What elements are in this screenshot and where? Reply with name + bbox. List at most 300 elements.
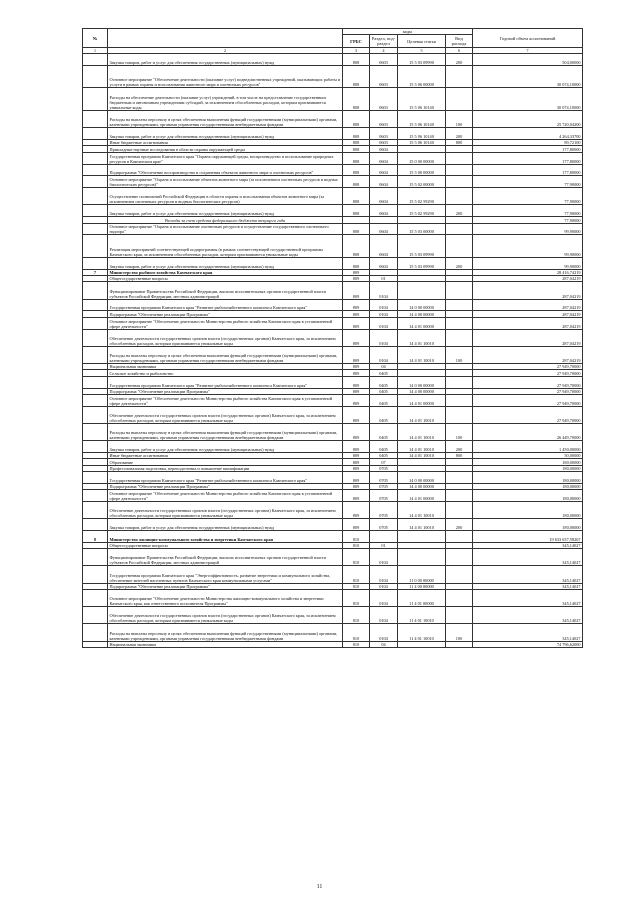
table-row bbox=[83, 188, 583, 205]
row-name: Закупка товаров, работ и услуг для обеспечения государственных (муниципальных) нужд bbox=[108, 441, 343, 453]
row-name: Закупка товаров, работ и услуг для обеспечения государственных (муниципальных) нужд bbox=[108, 205, 343, 217]
row-vid: 800 bbox=[446, 139, 473, 145]
row-razdel: 0405 bbox=[370, 452, 398, 458]
row-grbs: 810 bbox=[343, 542, 370, 548]
row-name: Функционирование Правительства Российской Федерации, высших исполнительных органов государственной власти субъектов Российской Федерации, местных администраций bbox=[108, 549, 343, 566]
row-celevaya: 15 5 06 10140 bbox=[398, 110, 446, 127]
row-razdel: 0104 bbox=[370, 624, 398, 641]
row-celevaya: 15 5 02 00000 bbox=[398, 176, 446, 188]
table-row bbox=[83, 65, 583, 88]
table-row bbox=[83, 502, 583, 519]
row-number bbox=[83, 607, 108, 624]
row-razdel: 0604 bbox=[370, 176, 398, 188]
row-celevaya: 15 5 06 00000 bbox=[398, 65, 446, 88]
row-grbs: 808 bbox=[343, 176, 370, 188]
row-sum: 177,80000 bbox=[473, 164, 583, 176]
table-row bbox=[83, 257, 583, 269]
row-razdel: 0104 bbox=[370, 583, 398, 589]
row-vid bbox=[446, 472, 473, 484]
row-name: Обеспечение деятельности государственных органов власти (государственных органов) Камчатского края, за исключением обособленных расходов, которым присваиваются уникальные коды bbox=[108, 502, 343, 519]
row-celevaya: 11 0 00 00000 bbox=[398, 566, 446, 583]
row-vid bbox=[446, 406, 473, 423]
row-grbs: 808 bbox=[343, 235, 370, 258]
row-sum: 180,00000 bbox=[473, 465, 583, 471]
row-razdel: 0405 bbox=[370, 441, 398, 453]
row-celevaya: 14 4 01 10010 bbox=[398, 519, 446, 531]
table-row bbox=[83, 490, 583, 502]
table-header-row bbox=[83, 29, 583, 35]
col-number: 3 bbox=[343, 48, 370, 54]
row-grbs: 809 bbox=[343, 502, 370, 519]
row-name: Сельское хозяйство и рыболовство bbox=[108, 370, 343, 376]
row-number bbox=[83, 54, 108, 66]
row-name: Закупка товаров, работ и услуг для обеспечения государственных (муниципальных) нужд bbox=[108, 128, 343, 140]
row-razdel: 0405 bbox=[370, 388, 398, 394]
table-row bbox=[83, 472, 583, 484]
row-vid bbox=[446, 531, 473, 543]
row-celevaya: 14 4 01 10010 bbox=[398, 423, 446, 440]
row-number bbox=[83, 376, 108, 388]
table-row bbox=[83, 641, 583, 647]
row-celevaya: 15 5 02 59290 bbox=[398, 205, 446, 217]
table-row bbox=[83, 152, 583, 164]
row-celevaya: 14 0 00 00000 bbox=[398, 376, 446, 388]
row-number bbox=[83, 128, 108, 140]
header-no: № bbox=[83, 29, 108, 48]
row-razdel: 0603 bbox=[370, 110, 398, 127]
row-sum: 77,90000 bbox=[473, 176, 583, 188]
row-sum: 287,04219 bbox=[473, 299, 583, 311]
row-number bbox=[83, 502, 108, 519]
row-grbs: 809 bbox=[343, 465, 370, 471]
table-row bbox=[83, 531, 583, 543]
row-name: Национальная экономика bbox=[108, 364, 343, 370]
row-vid bbox=[446, 641, 473, 647]
col-number: 7 bbox=[473, 48, 583, 54]
row-celevaya: 15 5 03 00000 bbox=[398, 223, 446, 235]
row-celevaya: 14 4 00 00000 bbox=[398, 388, 446, 394]
row-sum: 345,14027 bbox=[473, 624, 583, 641]
row-celevaya: 11 4 01 10010 bbox=[398, 607, 446, 624]
row-number: 8 bbox=[83, 531, 108, 543]
row-celevaya: 14 4 01 10010 bbox=[398, 502, 446, 519]
table-row bbox=[83, 590, 583, 607]
row-vid bbox=[446, 235, 473, 258]
row-vid bbox=[446, 502, 473, 519]
row-razdel: 0104 bbox=[370, 299, 398, 311]
row-sum: 177,80000 bbox=[473, 152, 583, 164]
row-vid bbox=[446, 395, 473, 407]
row-grbs: 809 bbox=[343, 311, 370, 317]
row-celevaya: 14 0 00 00000 bbox=[398, 472, 446, 484]
row-celevaya: 14 4 01 00000 bbox=[398, 395, 446, 407]
row-razdel: 0705 bbox=[370, 519, 398, 531]
row-vid bbox=[446, 65, 473, 88]
row-vid: 200 bbox=[446, 205, 473, 217]
row-number bbox=[83, 205, 108, 217]
row-sum: 99,90000 bbox=[473, 223, 583, 235]
row-celevaya bbox=[398, 282, 446, 299]
row-razdel: 0104 bbox=[370, 317, 398, 329]
row-number bbox=[83, 490, 108, 502]
row-vid bbox=[446, 607, 473, 624]
row-sum: 77,90000 bbox=[473, 205, 583, 217]
row-name: Министерство рыбного хозяйства Камчатского края bbox=[108, 269, 343, 275]
row-number bbox=[83, 519, 108, 531]
row-grbs: 808 bbox=[343, 223, 370, 235]
row-name: Осуществление полномочий Российской Федерации в области охраны и использования объектов животного мира (за исключением охотничьих ресурсов и водных биологических ресурсов) bbox=[108, 188, 343, 205]
table-row bbox=[83, 164, 583, 176]
row-name: Национальная экономика bbox=[108, 641, 343, 647]
row-razdel: 0104 bbox=[370, 346, 398, 363]
row-name: Государственная программа Камчатского края "Охрана окружающей среды, воспроизводство и использование природных ресурсов в Камчатском крае" bbox=[108, 152, 343, 164]
row-vid: 100 bbox=[446, 346, 473, 363]
row-number bbox=[83, 346, 108, 363]
row-name: Основное мероприятие "Охрана и использование объектов животного мира (за исключением охотничьих ресурсов и водных биологических ресурсов)" bbox=[108, 176, 343, 188]
table-row bbox=[83, 607, 583, 624]
row-sum: 99,90000 bbox=[473, 257, 583, 269]
row-grbs: 809 bbox=[343, 452, 370, 458]
row-vid bbox=[446, 566, 473, 583]
row-vid bbox=[446, 376, 473, 388]
row-sum: 30 074,10000 bbox=[473, 88, 583, 111]
row-celevaya: 14 4 00 00000 bbox=[398, 311, 446, 317]
row-number bbox=[83, 641, 108, 647]
table-row bbox=[83, 128, 583, 140]
table-row bbox=[83, 441, 583, 453]
table-row bbox=[83, 406, 583, 423]
col-number: 5 bbox=[398, 48, 446, 54]
row-grbs: 808 bbox=[343, 88, 370, 111]
row-razdel: 01 bbox=[370, 542, 398, 548]
col-number: 6 bbox=[446, 48, 473, 54]
row-razdel: 0604 bbox=[370, 257, 398, 269]
table-row bbox=[83, 235, 583, 258]
row-grbs: 809 bbox=[343, 459, 370, 465]
header-razdel: Раздел, под-раздел bbox=[370, 35, 398, 48]
row-grbs: 810 bbox=[343, 583, 370, 589]
row-vid: 100 bbox=[446, 423, 473, 440]
row-razdel: 0603 bbox=[370, 65, 398, 88]
row-name: Подпрограмма "Обеспечение воспроизводства и сохранения объектов животного мира и охотничьих ресурсов" bbox=[108, 164, 343, 176]
row-razdel: 0104 bbox=[370, 311, 398, 317]
row-name: Закупка товаров, работ и услуг для обеспечения государственных (муниципальных) нужд bbox=[108, 257, 343, 269]
row-number bbox=[83, 441, 108, 453]
row-razdel: 0604 bbox=[370, 164, 398, 176]
table-row bbox=[83, 176, 583, 188]
row-grbs: 809 bbox=[343, 472, 370, 484]
row-number bbox=[83, 110, 108, 127]
row-number bbox=[83, 566, 108, 583]
row-sum: 504,00000 bbox=[473, 54, 583, 66]
row-razdel: 0604 bbox=[370, 205, 398, 217]
row-vid: 100 bbox=[446, 624, 473, 641]
row-name: Государственная программа Камчатского края "Развитие рыбохозяйственного комплекса Камчатского края" bbox=[108, 472, 343, 484]
row-celevaya: 14 4 01 00000 bbox=[398, 490, 446, 502]
row-celevaya bbox=[398, 549, 446, 566]
row-name: Расходы за счет средств федерального бюджета текущего года bbox=[108, 217, 343, 223]
row-grbs: 808 bbox=[343, 152, 370, 164]
row-sum: 287,04219 bbox=[473, 346, 583, 363]
row-grbs: 809 bbox=[343, 364, 370, 370]
row-name: Подпрограмма "Обеспечение реализации Программы" bbox=[108, 388, 343, 394]
row-celevaya: 15 5 06 10140 bbox=[398, 88, 446, 111]
row-celevaya: 14 4 01 10010 bbox=[398, 406, 446, 423]
row-name: Министерство жилищно-коммунального хозяйства и энергетики Камчатского края bbox=[108, 531, 343, 543]
row-name: Основное мероприятие "Обеспечение деятельности Министерства рыбного хозяйства Камчатского края в установленной сфере деятельности" bbox=[108, 317, 343, 329]
table-row bbox=[83, 317, 583, 329]
row-number bbox=[83, 423, 108, 440]
row-razdel: 0604 bbox=[370, 235, 398, 258]
row-number bbox=[83, 188, 108, 205]
header-celevaya: Целевая статья bbox=[398, 35, 446, 48]
row-vid bbox=[446, 176, 473, 188]
row-grbs: 809 bbox=[343, 441, 370, 453]
row-celevaya: 15 5 06 10140 bbox=[398, 128, 446, 140]
row-grbs: 809 bbox=[343, 317, 370, 329]
row-grbs: 810 bbox=[343, 531, 370, 543]
row-vid: 200 bbox=[446, 257, 473, 269]
table-row bbox=[83, 519, 583, 531]
col-number: 1 bbox=[83, 48, 108, 54]
row-grbs: 809 bbox=[343, 483, 370, 489]
row-name: Образование bbox=[108, 459, 343, 465]
row-grbs: 808 bbox=[343, 110, 370, 127]
row-name: Основное мероприятие "Охрана и использование охотничьих ресурсов и осуществление государственного охотничьего надзора" bbox=[108, 223, 343, 235]
row-name: Государственная программа Камчатского края "Развитие рыбохозяйственного комплекса Камчатского края" bbox=[108, 376, 343, 388]
row-number bbox=[83, 88, 108, 111]
row-celevaya: 14 4 01 10010 bbox=[398, 452, 446, 458]
row-name: Расходы на выплаты персоналу в целях обеспечения выполнения функций государственными (муниципальными) органами, казенными учреждениями, органами управления государственными внебюджетными фондами bbox=[108, 624, 343, 641]
row-razdel: 0603 bbox=[370, 139, 398, 145]
row-razdel: 0405 bbox=[370, 423, 398, 440]
row-sum: 287,04219 bbox=[473, 282, 583, 299]
row-number bbox=[83, 590, 108, 607]
row-name: Общегосударственные вопросы bbox=[108, 276, 343, 282]
budget-page bbox=[82, 28, 582, 648]
row-number bbox=[83, 223, 108, 235]
page-number: 11 bbox=[316, 884, 323, 890]
row-sum: 77,90000 bbox=[473, 217, 583, 223]
row-sum: 99,90000 bbox=[473, 235, 583, 258]
row-number bbox=[83, 282, 108, 299]
header-vid: Вид расхода bbox=[446, 35, 473, 48]
row-sum: 27 949,70000 bbox=[473, 406, 583, 423]
row-sum: 27 949,70000 bbox=[473, 388, 583, 394]
row-celevaya: 15 5 06 10140 bbox=[398, 139, 446, 145]
header-annual: Годовой объем ассигнований bbox=[473, 29, 583, 48]
row-razdel: 0603 bbox=[370, 128, 398, 140]
row-sum: 180,00000 bbox=[473, 519, 583, 531]
row-grbs: 808 bbox=[343, 164, 370, 176]
row-vid: 200 bbox=[446, 519, 473, 531]
row-name: Основное мероприятие "Обеспечение деятельности Министерства рыбного хозяйства Камчатского края в установленной сфере деятельности" bbox=[108, 490, 343, 502]
row-sum: 27 949,70000 bbox=[473, 364, 583, 370]
row-number bbox=[83, 299, 108, 311]
table-row bbox=[83, 624, 583, 641]
row-razdel: 0604 bbox=[370, 152, 398, 164]
row-celevaya: 14 4 00 00000 bbox=[398, 483, 446, 489]
header-codes: коды bbox=[343, 29, 473, 35]
row-sum: 287,04219 bbox=[473, 329, 583, 346]
row-name: Иные бюджетные ассигнования bbox=[108, 452, 343, 458]
budget-table bbox=[82, 28, 583, 648]
row-razdel: 0705 bbox=[370, 483, 398, 489]
row-name: Государственная программа Камчатского края "Энергоэффективность, развитие энергетики и коммунального хозяйства, обеспечение жителей населенных пунктов Камчатского края коммунальными услугами" bbox=[108, 566, 343, 583]
row-number bbox=[83, 406, 108, 423]
row-razdel: 0405 bbox=[370, 376, 398, 388]
row-number bbox=[83, 395, 108, 407]
row-name: Расходы на выплаты персоналу в целях обеспечения выполнения функций государственными (муниципальными) органами, казенными учреждениями, органами управления государственными внебюджетными фондами bbox=[108, 110, 343, 127]
row-name: Реализация мероприятий соответствующей подпрограммы (в рамках соответствующей государственной программы Камчатского края, за исключением обособленных расходов, которым присваиваются уникальные коды bbox=[108, 235, 343, 258]
table-row bbox=[83, 223, 583, 235]
row-grbs: 810 bbox=[343, 549, 370, 566]
row-razdel: 0604 bbox=[370, 146, 398, 152]
row-grbs: 808 bbox=[343, 188, 370, 205]
row-number bbox=[83, 317, 108, 329]
table-row bbox=[83, 205, 583, 217]
row-name: Расходы на выплаты персоналу в целях обеспечения выполнения функций государственными (муниципальными) органами, казенными учреждениями, органами управления государственными внебюджетными фондами bbox=[108, 346, 343, 363]
row-vid: 100 bbox=[446, 110, 473, 127]
row-number bbox=[83, 152, 108, 164]
row-celevaya: 14 4 01 10010 bbox=[398, 346, 446, 363]
row-vid bbox=[446, 329, 473, 346]
row-sum: 28 416,74219 bbox=[473, 269, 583, 275]
row-name: Расходы на выплаты персоналу в целях обеспечения выполнения функций государственными (муниципальными) органами, казенными учреждениями, органами управления государственными внебюджетными фондами bbox=[108, 423, 343, 440]
row-razdel: 0405 bbox=[370, 395, 398, 407]
row-razdel: 0104 bbox=[370, 329, 398, 346]
row-sum: 26 449,70000 bbox=[473, 423, 583, 440]
row-grbs: 809 bbox=[343, 519, 370, 531]
row-vid: 200 bbox=[446, 441, 473, 453]
row-name: Закупка товаров, работ и услуг для обеспечения государственных (муниципальных) нужд bbox=[108, 519, 343, 531]
row-sum: 77,90000 bbox=[473, 188, 583, 205]
row-sum: 4 264,33700 bbox=[473, 128, 583, 140]
table-row bbox=[83, 329, 583, 346]
row-vid bbox=[446, 317, 473, 329]
row-sum: 19 633 637,58267 bbox=[473, 531, 583, 543]
row-razdel: 0104 bbox=[370, 607, 398, 624]
row-sum: 287,04219 bbox=[473, 276, 583, 282]
row-sum: 180,00000 bbox=[473, 502, 583, 519]
row-celevaya bbox=[398, 531, 446, 543]
row-sum: 177,80000 bbox=[473, 146, 583, 152]
row-razdel: 0405 bbox=[370, 406, 398, 423]
row-grbs: 809 bbox=[343, 329, 370, 346]
row-vid bbox=[446, 88, 473, 111]
row-grbs: 810 bbox=[343, 641, 370, 647]
row-sum: 30 074,10000 bbox=[473, 65, 583, 88]
row-sum: 1 450,00000 bbox=[473, 441, 583, 453]
row-grbs: 809 bbox=[343, 395, 370, 407]
row-name: Иные бюджетные ассигнования bbox=[108, 139, 343, 145]
row-celevaya: 11 4 01 10010 bbox=[398, 624, 446, 641]
table-row bbox=[83, 54, 583, 66]
row-celevaya: 14 4 01 10010 bbox=[398, 441, 446, 453]
row-grbs: 808 bbox=[343, 146, 370, 152]
row-name: Подпрограмма "Обеспечение реализации Программы" bbox=[108, 583, 343, 589]
table-row bbox=[83, 395, 583, 407]
row-razdel: 0705 bbox=[370, 502, 398, 519]
col-number: 4 bbox=[370, 48, 398, 54]
row-grbs: 810 bbox=[343, 566, 370, 583]
table-row bbox=[83, 299, 583, 311]
row-grbs: 808 bbox=[343, 205, 370, 217]
header-name bbox=[108, 29, 343, 48]
row-sum: 180,00000 bbox=[473, 483, 583, 489]
row-number bbox=[83, 235, 108, 258]
row-grbs: 809 bbox=[343, 282, 370, 299]
row-number bbox=[83, 472, 108, 484]
row-razdel: 0603 bbox=[370, 88, 398, 111]
row-number bbox=[83, 329, 108, 346]
row-sum: 180,00000 bbox=[473, 490, 583, 502]
row-sum: 74 796,62000 bbox=[473, 641, 583, 647]
row-sum: 27 949,70000 bbox=[473, 370, 583, 376]
row-sum: 287,04219 bbox=[473, 311, 583, 317]
row-vid bbox=[446, 188, 473, 205]
row-grbs: 810 bbox=[343, 624, 370, 641]
row-number bbox=[83, 549, 108, 566]
header-grbs: ГРБС bbox=[343, 35, 370, 48]
row-vid bbox=[446, 164, 473, 176]
row-number bbox=[83, 257, 108, 269]
table-row bbox=[83, 88, 583, 111]
row-celevaya: 15 5 00 00000 bbox=[398, 164, 446, 176]
row-name: Профессиональная подготовка, переподготовка и повышение квалификации bbox=[108, 465, 343, 471]
row-celevaya: 15 5 03 09990 bbox=[398, 54, 446, 66]
row-celevaya: 11 4 01 00000 bbox=[398, 590, 446, 607]
row-grbs: 809 bbox=[343, 370, 370, 376]
row-name: Прикладные научные исследования в области охраны окружающей среды bbox=[108, 146, 343, 152]
row-razdel: 0104 bbox=[370, 549, 398, 566]
row-sum: 180,00000 bbox=[473, 472, 583, 484]
row-name: Основное мероприятие "Обеспечение деятельности (оказание услуг) подведомственных учреждений, оказывающих работы и услуги в рамках охраны и использования животного мира и охотничьих ресурсов" bbox=[108, 65, 343, 88]
row-name: Подпрограмма "Обеспечение реализации Программы" bbox=[108, 483, 343, 489]
row-razdel: 04 bbox=[370, 364, 398, 370]
row-sum: 89,72100 bbox=[473, 139, 583, 145]
row-razdel: 01 bbox=[370, 276, 398, 282]
row-grbs: 808 bbox=[343, 257, 370, 269]
row-sum: 50,00000 bbox=[473, 452, 583, 458]
row-vid: 200 bbox=[446, 54, 473, 66]
row-sum: 345,14027 bbox=[473, 590, 583, 607]
row-name: Обеспечение деятельности государственных органов власти (государственных органов) Камчатского края, за исключением обособленных расходов, которым присваиваются уникальные коды bbox=[108, 329, 343, 346]
row-razdel: 0604 bbox=[370, 188, 398, 205]
row-number: 7 bbox=[83, 269, 108, 275]
row-celevaya: 15 5 03 09990 bbox=[398, 257, 446, 269]
row-name: Функционирование Правительства Российской Федерации, высших исполнительных органов государственной власти субъектов Российской Федерации, местных администраций bbox=[108, 282, 343, 299]
row-vid bbox=[446, 299, 473, 311]
row-grbs: 808 bbox=[343, 54, 370, 66]
row-name: Общегосударственные вопросы bbox=[108, 542, 343, 548]
row-razdel: 04 bbox=[370, 641, 398, 647]
row-celevaya: 15 0 00 00000 bbox=[398, 152, 446, 164]
row-sum: 180,00000 bbox=[473, 459, 583, 465]
row-vid bbox=[446, 490, 473, 502]
row-sum: 345,14027 bbox=[473, 566, 583, 583]
row-grbs: 808 bbox=[343, 65, 370, 88]
table-row bbox=[83, 376, 583, 388]
row-razdel bbox=[370, 531, 398, 543]
row-name: Основное мероприятие "Обеспечение деятельности Министерства рыбного хозяйства Камчатского края в установленной сфере деятельности" bbox=[108, 395, 343, 407]
row-number bbox=[83, 624, 108, 641]
table-row bbox=[83, 346, 583, 363]
table-row bbox=[83, 566, 583, 583]
row-grbs: 810 bbox=[343, 590, 370, 607]
row-celevaya: 15 5 02 59290 bbox=[398, 188, 446, 205]
row-number bbox=[83, 164, 108, 176]
